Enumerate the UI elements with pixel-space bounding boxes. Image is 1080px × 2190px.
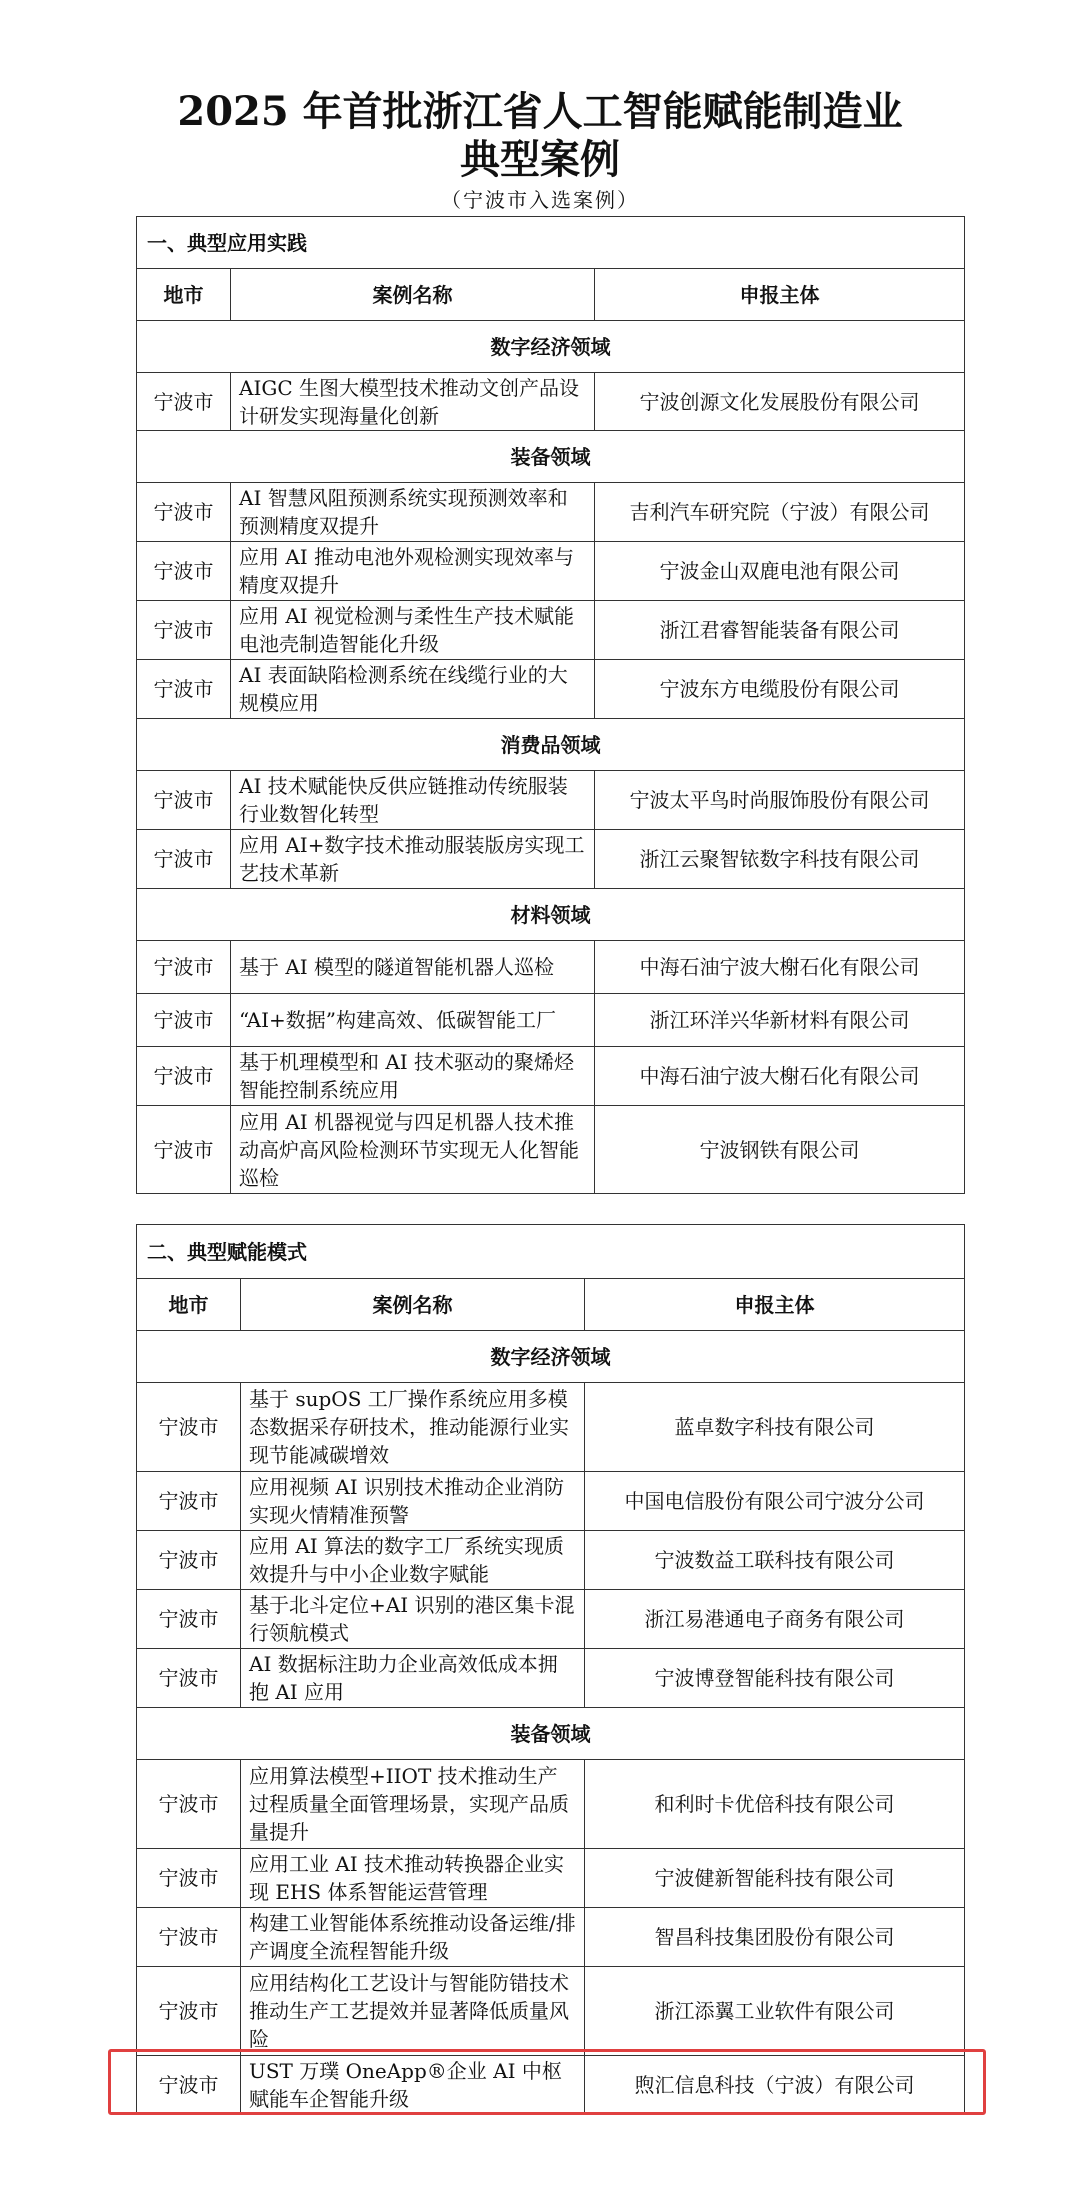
domain-row <box>137 1708 965 1760</box>
cell-org: 浙江环洋兴华新材料有限公司 <box>595 994 965 1047</box>
cell-org: 浙江君睿智能装备有限公司 <box>595 601 965 660</box>
cell-org: 吉利汽车研究院（宁波）有限公司 <box>595 483 965 542</box>
cell-city: 宁波市 <box>137 771 231 830</box>
cell-org: 宁波创源文化发展股份有限公司 <box>595 373 965 431</box>
domain-label: 装备领域 <box>137 431 965 483</box>
domain-label: 数字经济领域 <box>137 1331 965 1383</box>
cell-case-name: 应用 AI+数字技术推动服装版房实现工艺技术革新 <box>231 830 595 889</box>
table-row <box>137 994 965 1047</box>
domain-label: 装备领域 <box>137 1708 965 1760</box>
cell-city: 宁波市 <box>137 483 231 542</box>
cell-org: 宁波东方电缆股份有限公司 <box>595 660 965 719</box>
cell-case-name: 应用算法模型+IIOT 技术推动生产过程质量全面管理场景，实现产品质量提升 <box>241 1760 585 1849</box>
document-title-line-2: 典型案例 <box>460 136 620 183</box>
cell-city: 宁波市 <box>137 994 231 1047</box>
cell-city: 宁波市 <box>137 830 231 889</box>
cell-city: 宁波市 <box>137 1531 241 1590</box>
cell-org: 中国电信股份有限公司宁波分公司 <box>585 1472 965 1531</box>
table-row <box>137 830 965 889</box>
cell-org: 中海石油宁波大榭石化有限公司 <box>595 1047 965 1106</box>
column-header-row <box>137 269 965 321</box>
cell-org: 宁波太平鸟时尚服饰股份有限公司 <box>595 771 965 830</box>
cell-org: 智昌科技集团股份有限公司 <box>585 1908 965 1967</box>
cell-org: 蓝卓数字科技有限公司 <box>585 1383 965 1472</box>
column-header-org: 申报主体 <box>595 269 965 321</box>
cell-city: 宁波市 <box>137 373 231 431</box>
table-row <box>137 941 965 994</box>
table-row <box>137 1849 965 1908</box>
cell-city: 宁波市 <box>137 2056 241 2114</box>
cell-org: 浙江易港通电子商务有限公司 <box>585 1590 965 1649</box>
section-heading: 一、典型应用实践 <box>137 217 965 269</box>
cell-case-name: AI 技术赋能快反供应链推动传统服装行业数智化转型 <box>231 771 595 830</box>
cell-city: 宁波市 <box>137 1760 241 1849</box>
cell-case-name: 应用 AI 机器视觉与四足机器人技术推动高炉高风险检测环节实现无人化智能巡检 <box>231 1106 595 1194</box>
cell-case-name: AIGC 生图大模型技术推动文创产品设计研发实现海量化创新 <box>231 373 595 431</box>
section-heading: 二、典型赋能模式 <box>137 1225 965 1279</box>
table-row <box>137 2056 965 2114</box>
table-row <box>137 1908 965 1967</box>
table-row <box>137 1760 965 1849</box>
domain-row <box>137 719 965 771</box>
practice-table <box>136 216 965 1194</box>
table-row <box>137 542 965 601</box>
cell-case-name: 应用 AI 推动电池外观检测实现效率与精度双提升 <box>231 542 595 601</box>
cell-city: 宁波市 <box>137 542 231 601</box>
cell-city: 宁波市 <box>137 941 231 994</box>
table-row <box>137 483 965 542</box>
table-row <box>137 1106 965 1194</box>
cell-case-name: AI 表面缺陷检测系统在线缆行业的大规模应用 <box>231 660 595 719</box>
cell-org: 中海石油宁波大榭石化有限公司 <box>595 941 965 994</box>
cell-org: 宁波金山双鹿电池有限公司 <box>595 542 965 601</box>
cell-city: 宁波市 <box>137 1472 241 1531</box>
cell-org: 宁波健新智能科技有限公司 <box>585 1849 965 1908</box>
column-header-city: 地市 <box>137 1279 241 1331</box>
cell-case-name: 构建工业智能体系统推动设备运维/排产调度全流程智能升级 <box>241 1908 585 1967</box>
cell-case-name: 基于 supOS 工厂操作系统应用多模态数据采存研技术，推动能源行业实现节能减碳增效 <box>241 1383 585 1472</box>
cell-case-name: 基于 AI 模型的隧道智能机器人巡检 <box>231 941 595 994</box>
cell-org: 宁波钢铁有限公司 <box>595 1106 965 1194</box>
cell-city: 宁波市 <box>137 1908 241 1967</box>
cell-case-name: “AI+数据”构建高效、低碳智能工厂 <box>231 994 595 1047</box>
domain-row <box>137 889 965 941</box>
cell-city: 宁波市 <box>137 1590 241 1649</box>
section-heading-row <box>137 1225 965 1279</box>
table-row <box>137 1383 965 1472</box>
cell-city: 宁波市 <box>137 1383 241 1472</box>
cell-org: 浙江添翼工业软件有限公司 <box>585 1967 965 2056</box>
cell-case-name: 应用 AI 算法的数字工厂系统实现质效提升与中小企业数字赋能 <box>241 1531 585 1590</box>
cell-city: 宁波市 <box>137 1047 231 1106</box>
table-row <box>137 1649 965 1708</box>
cell-city: 宁波市 <box>137 1849 241 1908</box>
column-header-row <box>137 1279 965 1331</box>
cell-org: 煦汇信息科技（宁波）有限公司 <box>585 2056 965 2114</box>
domain-label: 数字经济领域 <box>137 321 965 373</box>
cell-city: 宁波市 <box>137 1106 231 1194</box>
cell-case-name: UST 万璞 OneApp®企业 AI 中枢赋能车企智能升级 <box>241 2056 585 2114</box>
table-row <box>137 1967 965 2056</box>
cell-case-name: 应用工业 AI 技术推动转换器企业实现 EHS 体系智能运营管理 <box>241 1849 585 1908</box>
table-row <box>137 373 965 431</box>
document-subtitle: （宁波市入选案例） <box>441 188 639 212</box>
domain-label: 消费品领域 <box>137 719 965 771</box>
table-row <box>137 601 965 660</box>
domain-row <box>137 1331 965 1383</box>
cell-org: 宁波博登智能科技有限公司 <box>585 1649 965 1708</box>
cell-case-name: 应用视频 AI 识别技术推动企业消防实现火情精准预警 <box>241 1472 585 1531</box>
table-row <box>137 1047 965 1106</box>
table-row <box>137 1590 965 1649</box>
cell-org: 和利时卡优倍科技有限公司 <box>585 1760 965 1849</box>
cell-org: 宁波数益工联科技有限公司 <box>585 1531 965 1590</box>
cell-case-name: 基于机理模型和 AI 技术驱动的聚烯烃智能控制系统应用 <box>231 1047 595 1106</box>
domain-row <box>137 431 965 483</box>
column-header-city: 地市 <box>137 269 231 321</box>
cell-city: 宁波市 <box>137 601 231 660</box>
cell-city: 宁波市 <box>137 1967 241 2056</box>
cell-org: 浙江云聚智铱数字科技有限公司 <box>595 830 965 889</box>
section-heading-row <box>137 217 965 269</box>
cell-city: 宁波市 <box>137 1649 241 1708</box>
column-header-org: 申报主体 <box>585 1279 965 1331</box>
table-row <box>137 771 965 830</box>
cell-case-name: AI 数据标注助力企业高效低成本拥抱 AI 应用 <box>241 1649 585 1708</box>
cell-case-name: 应用 AI 视觉检测与柔性生产技术赋能电池壳制造智能化升级 <box>231 601 595 660</box>
cell-case-name: 基于北斗定位+AI 识别的港区集卡混行领航模式 <box>241 1590 585 1649</box>
cell-city: 宁波市 <box>137 660 231 719</box>
domain-label: 材料领域 <box>137 889 965 941</box>
table-row <box>137 660 965 719</box>
document-title-line-1: 2025 年首批浙江省人工智能赋能制造业 <box>177 88 903 135</box>
table-row <box>137 1472 965 1531</box>
empowerment-table <box>136 1224 965 2114</box>
cell-case-name: AI 智慧风阻预测系统实现预测效率和预测精度双提升 <box>231 483 595 542</box>
table-row <box>137 1531 965 1590</box>
column-header-name: 案例名称 <box>241 1279 585 1331</box>
domain-row <box>137 321 965 373</box>
cell-case-name: 应用结构化工艺设计与智能防错技术推动生产工艺提效并显著降低质量风险 <box>241 1967 585 2056</box>
column-header-name: 案例名称 <box>231 269 595 321</box>
